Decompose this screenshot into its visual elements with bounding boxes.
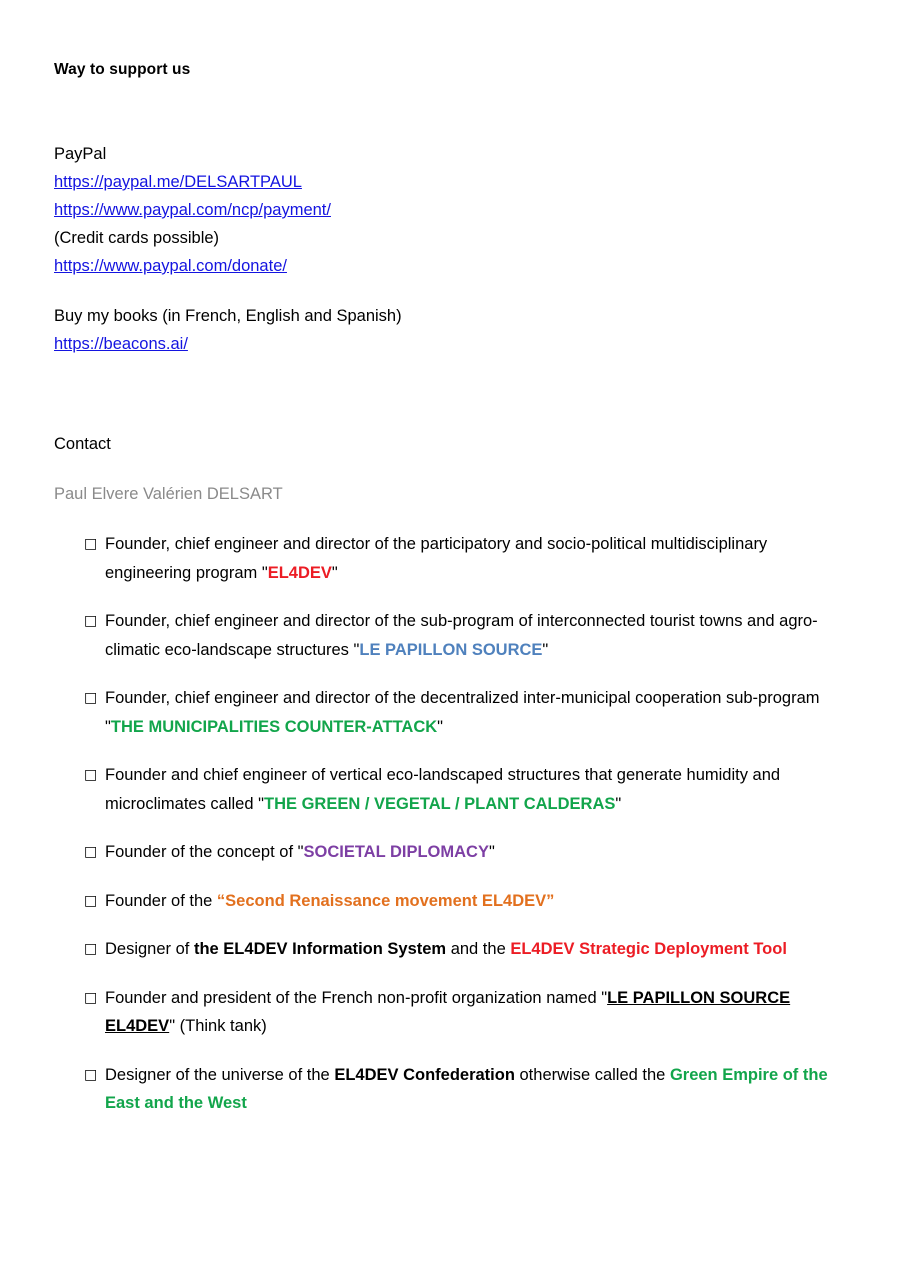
role-municipalities-counter-attack [105,684,850,741]
text-segment-bold: the EL4DEV Information System [193,940,447,958]
link-paypal-ncp[interactable]: https://www.paypal.com/ncp/payment/ [54,201,331,219]
square-bullet-icon: □ [84,1066,98,1083]
text-segment-plain: Founder of the concept of " [105,843,304,861]
text-segment-plain: Founder, chief engineer and director of the sub-program of interconnected tourist towns and agro-climatic eco-landscape structures " [105,612,818,659]
list-item [54,887,850,936]
text-segment-orange: “Second Renaissance movement EL4DEV” [216,891,555,910]
books-line: Buy my books (in French, English and Spanish) [54,307,402,325]
spacer [54,280,850,302]
text-segment-bold: EL4DEV Confederation [334,1065,515,1084]
text-segment-plain: Founder of the [105,891,217,910]
link-paypal-me[interactable]: https://paypal.me/DELSARTPAUL [54,173,302,191]
text-segment-plain: Founder, chief engineer and director of the participatory and socio-political multidisciplinary engineering program " [105,535,768,582]
role-nonprofit-president [105,984,850,1041]
text-segment-plain: " [437,717,444,736]
spacer [54,458,850,480]
role-green-vegetal-plant-calderas [105,761,850,818]
link-paypal-donate[interactable]: https://www.paypal.com/donate/ [54,257,287,275]
square-bullet-icon: □ [84,892,98,909]
role-el4dev-program [105,530,850,587]
contact-heading: Contact [54,435,111,453]
text-segment-green: THE MUNICIPALITIES COUNTER-ATTACK [110,717,438,736]
paypal-heading: PayPal [54,145,107,163]
square-bullet-icon: □ [84,844,98,860]
text-segment-plain: " [615,794,622,813]
text-segment-plain: " (Think tank) [169,1017,267,1035]
text-segment-green: Green Empire of the East and the West [105,1065,828,1112]
text-segment-plain: Designer of the universe of the [105,1065,335,1084]
text-segment-plain: " [488,843,495,861]
books-block [54,302,850,358]
paypal-block [54,140,850,280]
credit-cards-note: (Credit cards possible) [54,229,220,247]
square-bullet-icon: □ [84,989,98,1006]
text-segment-plain: and the [446,940,511,958]
text-segment-plain: " [542,640,549,659]
text-segment-red: EL4DEV [267,563,332,582]
list-item [54,761,850,838]
list-item [54,935,850,984]
contact-person-name: Paul Elvere Valérien DELSART [54,485,283,503]
roles-list [54,530,850,1138]
list-item [54,607,850,684]
spacer [54,508,850,530]
role-societal-diplomacy [105,838,850,867]
role-information-system-designer [105,935,850,964]
square-bullet-icon: □ [84,536,98,552]
role-el4dev-confederation [105,1061,850,1118]
square-bullet-icon: □ [84,690,98,706]
spacer [54,80,850,140]
text-segment-green: THE GREEN / VEGETAL / PLANT CALDERAS [263,794,616,813]
text-segment-blue: LE PAPILLON SOURCE [359,640,543,659]
text-segment-plain: otherwise called the [514,1065,670,1084]
spacer [54,358,850,430]
list-item [54,1061,850,1138]
text-segment-plain: " [331,563,338,582]
list-item [54,684,850,761]
square-bullet-icon: □ [84,767,98,783]
list-item [54,984,850,1061]
text-segment-purple: SOCIETAL DIPLOMACY [303,843,489,861]
square-bullet-icon: □ [84,941,98,957]
text-segment-plain: Designer of [105,940,194,958]
square-bullet-icon: □ [84,613,98,629]
list-item [54,838,850,887]
text-segment-plain: Founder and chief engineer of vertical eco-landscaped structures that generate humidity and microclimates called " [105,766,781,813]
page-title: Way to support us [54,61,191,78]
text-segment-plain: Founder and president of the French non-profit organization named " [105,988,608,1007]
role-second-renaissance [105,887,850,916]
role-le-papillon-source [105,607,850,664]
list-item [54,530,850,607]
text-segment-red: EL4DEV Strategic Deployment Tool [510,940,787,958]
text-segment-bold-underline: LE PAPILLON SOURCE EL4DEV [105,988,791,1035]
text-segment-plain: Founder, chief engineer and director of the decentralized inter-municipal cooperation sub-program " [105,689,820,736]
link-beacons[interactable]: https://beacons.ai/ [54,335,188,353]
